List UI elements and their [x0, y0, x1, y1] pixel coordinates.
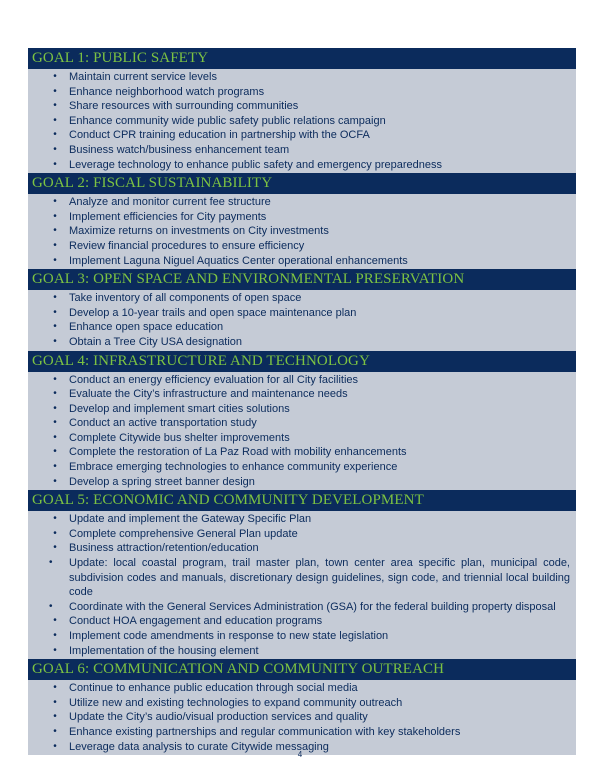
goal-list-item: [28, 70, 570, 85]
bullet-icon: •: [53, 158, 57, 170]
bullet-icon: •: [53, 461, 57, 473]
bullet-icon: •: [53, 417, 57, 429]
bullet-icon: •: [49, 557, 53, 569]
goal-header: GOAL 6: COMMUNICATION AND COMMUNITY OUTREACH: [28, 659, 576, 680]
goal-item-list: [28, 372, 576, 491]
bullet-icon: •: [53, 143, 57, 155]
goal-item-text: Business attraction/retention/education: [69, 542, 259, 555]
goal-list-item: [28, 725, 570, 740]
goal-section: [28, 48, 576, 173]
goal-item-text: Complete Citywide bus shelter improvements: [69, 431, 290, 444]
goal-list-item: [28, 527, 570, 542]
goal-item-text: Implementation of the housing element: [69, 644, 259, 657]
goal-list-item: [28, 158, 570, 173]
page-number: 4: [297, 750, 303, 759]
goal-item-text: Conduct an energy efficiency evaluation for all City facilities: [69, 373, 359, 386]
bullet-icon: •: [53, 335, 57, 347]
goal-item-text: Conduct CPR training education in partnership with the OCFA: [69, 129, 370, 142]
bullet-icon: •: [53, 696, 57, 708]
goal-item-list: [28, 194, 576, 269]
goal-list-item: [28, 99, 570, 114]
goal-list-item: [28, 629, 570, 644]
goal-item-text: Develop and implement smart cities solutions: [69, 402, 290, 415]
goal-item-text: Update the City’s audio/visual production services and quality: [69, 711, 368, 724]
bullet-icon: •: [53, 725, 57, 737]
bullet-icon: •: [53, 644, 57, 656]
goal-list-item: [28, 254, 570, 269]
bullet-icon: •: [53, 615, 57, 627]
bullet-icon: •: [53, 740, 57, 752]
goal-list-item: [28, 681, 570, 696]
goal-item-text: Maximize returns on investments on City investments: [69, 225, 329, 238]
bullet-icon: •: [53, 306, 57, 318]
goal-list-item: [28, 431, 570, 446]
bullet-icon: •: [53, 321, 57, 333]
bullet-icon: •: [53, 114, 57, 126]
bullet-icon: •: [53, 225, 57, 237]
goal-item-text: Coordinate with the General Services Administration (GSA) for the federal building property disposal: [69, 600, 556, 613]
goal-item-text: Review financial procedures to ensure efficiency: [69, 239, 305, 252]
goal-section: [28, 659, 576, 755]
goal-item-text: Develop a spring street banner design: [69, 475, 255, 488]
bullet-icon: •: [53, 129, 57, 141]
goal-item-text: Share resources with surrounding communities: [69, 100, 299, 113]
goal-list-item: [28, 291, 570, 306]
goal-item-text: Update: local coastal program, trail master plan, town center area specific plan, municipal code, subdivision codes and manuals, discretionary design guidelines, sign code, and triennial local building code: [69, 557, 570, 599]
goal-item-list: [28, 511, 576, 659]
goal-list-item: [28, 600, 570, 615]
bullet-icon: •: [53, 196, 57, 208]
goal-header: GOAL 3: OPEN SPACE AND ENVIRONMENTAL PRESERVATION: [28, 269, 576, 290]
goal-item-text: Leverage data analysis to curate Citywide messaging: [69, 740, 329, 753]
goal-list-item: [28, 85, 570, 100]
goal-list-item: [28, 128, 570, 143]
goal-list-item: [28, 114, 570, 129]
goal-list-item: [28, 556, 570, 600]
goal-item-text: Complete comprehensive General Plan update: [69, 527, 298, 540]
goal-item-text: Embrace emerging technologies to enhance community experience: [69, 461, 398, 474]
goal-list-item: [28, 210, 570, 225]
goal-item-text: Implement efficiencies for City payments: [69, 210, 267, 223]
bullet-icon: •: [53, 446, 57, 458]
bullet-icon: •: [49, 600, 53, 612]
goal-list-item: [28, 239, 570, 254]
goal-list-item: [28, 335, 570, 350]
goal-list-item: [28, 402, 570, 417]
bullet-icon: •: [53, 71, 57, 82]
bullet-icon: •: [53, 292, 57, 304]
goal-header: GOAL 5: ECONOMIC AND COMMUNITY DEVELOPMENT: [28, 490, 576, 511]
goal-section: [28, 269, 576, 350]
goal-item-list: [28, 680, 576, 755]
goal-list-item: [28, 644, 570, 659]
goal-item-list: [28, 290, 576, 350]
goal-item-text: Obtain a Tree City USA designation: [69, 335, 243, 348]
goal-item-text: Enhance neighborhood watch programs: [69, 85, 265, 98]
goal-list-item: [28, 614, 570, 629]
goal-item-text: Conduct an active transportation study: [69, 417, 257, 430]
goal-section: [28, 490, 576, 659]
goal-list-item: [28, 475, 570, 490]
bullet-icon: •: [53, 527, 57, 539]
goal-item-text: Take inventory of all components of open space: [69, 292, 302, 305]
goal-header: GOAL 2: FISCAL SUSTAINABILITY: [28, 173, 576, 194]
goal-list-item: [28, 416, 570, 431]
goal-list-item: [28, 696, 570, 711]
goal-list-item: [28, 387, 570, 402]
goal-list-item: [28, 710, 570, 725]
goal-item-text: Enhance community wide public safety public relations campaign: [69, 114, 386, 127]
goal-list-item: [28, 320, 570, 335]
goal-item-text: Business watch/business enhancement team: [69, 143, 290, 156]
bullet-icon: •: [53, 431, 57, 443]
bullet-icon: •: [53, 402, 57, 414]
goal-item-text: Implement code amendments in response to new state legislation: [69, 630, 389, 642]
goal-item-text: Utilize new and existing technologies to expand community outreach: [69, 696, 403, 709]
goal-item-text: Implement Laguna Niguel Aquatics Center operational enhancements: [69, 254, 408, 267]
bullet-icon: •: [53, 254, 57, 266]
goal-list-item: [28, 143, 570, 158]
goal-list-item: [28, 224, 570, 239]
goal-list-item: [28, 512, 570, 527]
goal-item-list: [28, 69, 576, 173]
goal-item-text: Evaluate the City’s infrastructure and maintenance needs: [69, 388, 348, 401]
goal-item-text: Enhance open space education: [69, 321, 224, 334]
goal-header: GOAL 1: PUBLIC SAFETY: [28, 48, 576, 69]
goals-container: [28, 48, 576, 755]
bullet-icon: •: [53, 373, 57, 385]
bullet-icon: •: [53, 630, 57, 641]
bullet-icon: •: [53, 682, 57, 694]
goal-list-item: [28, 306, 570, 321]
goal-list-item: [28, 460, 570, 475]
bullet-icon: •: [53, 100, 57, 112]
goal-item-text: Enhance existing partnerships and regular communication with key stakeholders: [69, 725, 461, 738]
goal-list-item: [28, 445, 570, 460]
goal-item-text: Maintain current service levels: [69, 71, 217, 83]
bullet-icon: •: [53, 388, 57, 400]
bullet-icon: •: [53, 210, 57, 222]
goal-list-item: [28, 541, 570, 556]
bullet-icon: •: [53, 542, 57, 554]
goal-item-text: Leverage technology to enhance public safety and emergency preparedness: [69, 158, 443, 171]
bullet-icon: •: [53, 475, 57, 487]
goal-list-item: [28, 195, 570, 210]
goal-item-text: Complete the restoration of La Paz Road with mobility enhancements: [69, 446, 407, 459]
bullet-icon: •: [53, 85, 57, 97]
goal-item-text: Continue to enhance public education through social media: [69, 682, 358, 695]
goal-header: GOAL 4: INFRASTRUCTURE AND TECHNOLOGY: [28, 351, 576, 372]
goal-section: [28, 173, 576, 269]
bullet-icon: •: [53, 711, 57, 723]
goal-item-text: Analyze and monitor current fee structure: [69, 196, 271, 209]
goal-item-text: Conduct HOA engagement and education programs: [69, 615, 323, 628]
goal-list-item: [28, 373, 570, 388]
bullet-icon: •: [53, 513, 57, 525]
goal-item-text: Update and implement the Gateway Specific Plan: [69, 513, 312, 526]
goal-item-text: Develop a 10-year trails and open space maintenance plan: [69, 306, 357, 319]
bullet-icon: •: [53, 239, 57, 251]
goal-section: [28, 351, 576, 491]
